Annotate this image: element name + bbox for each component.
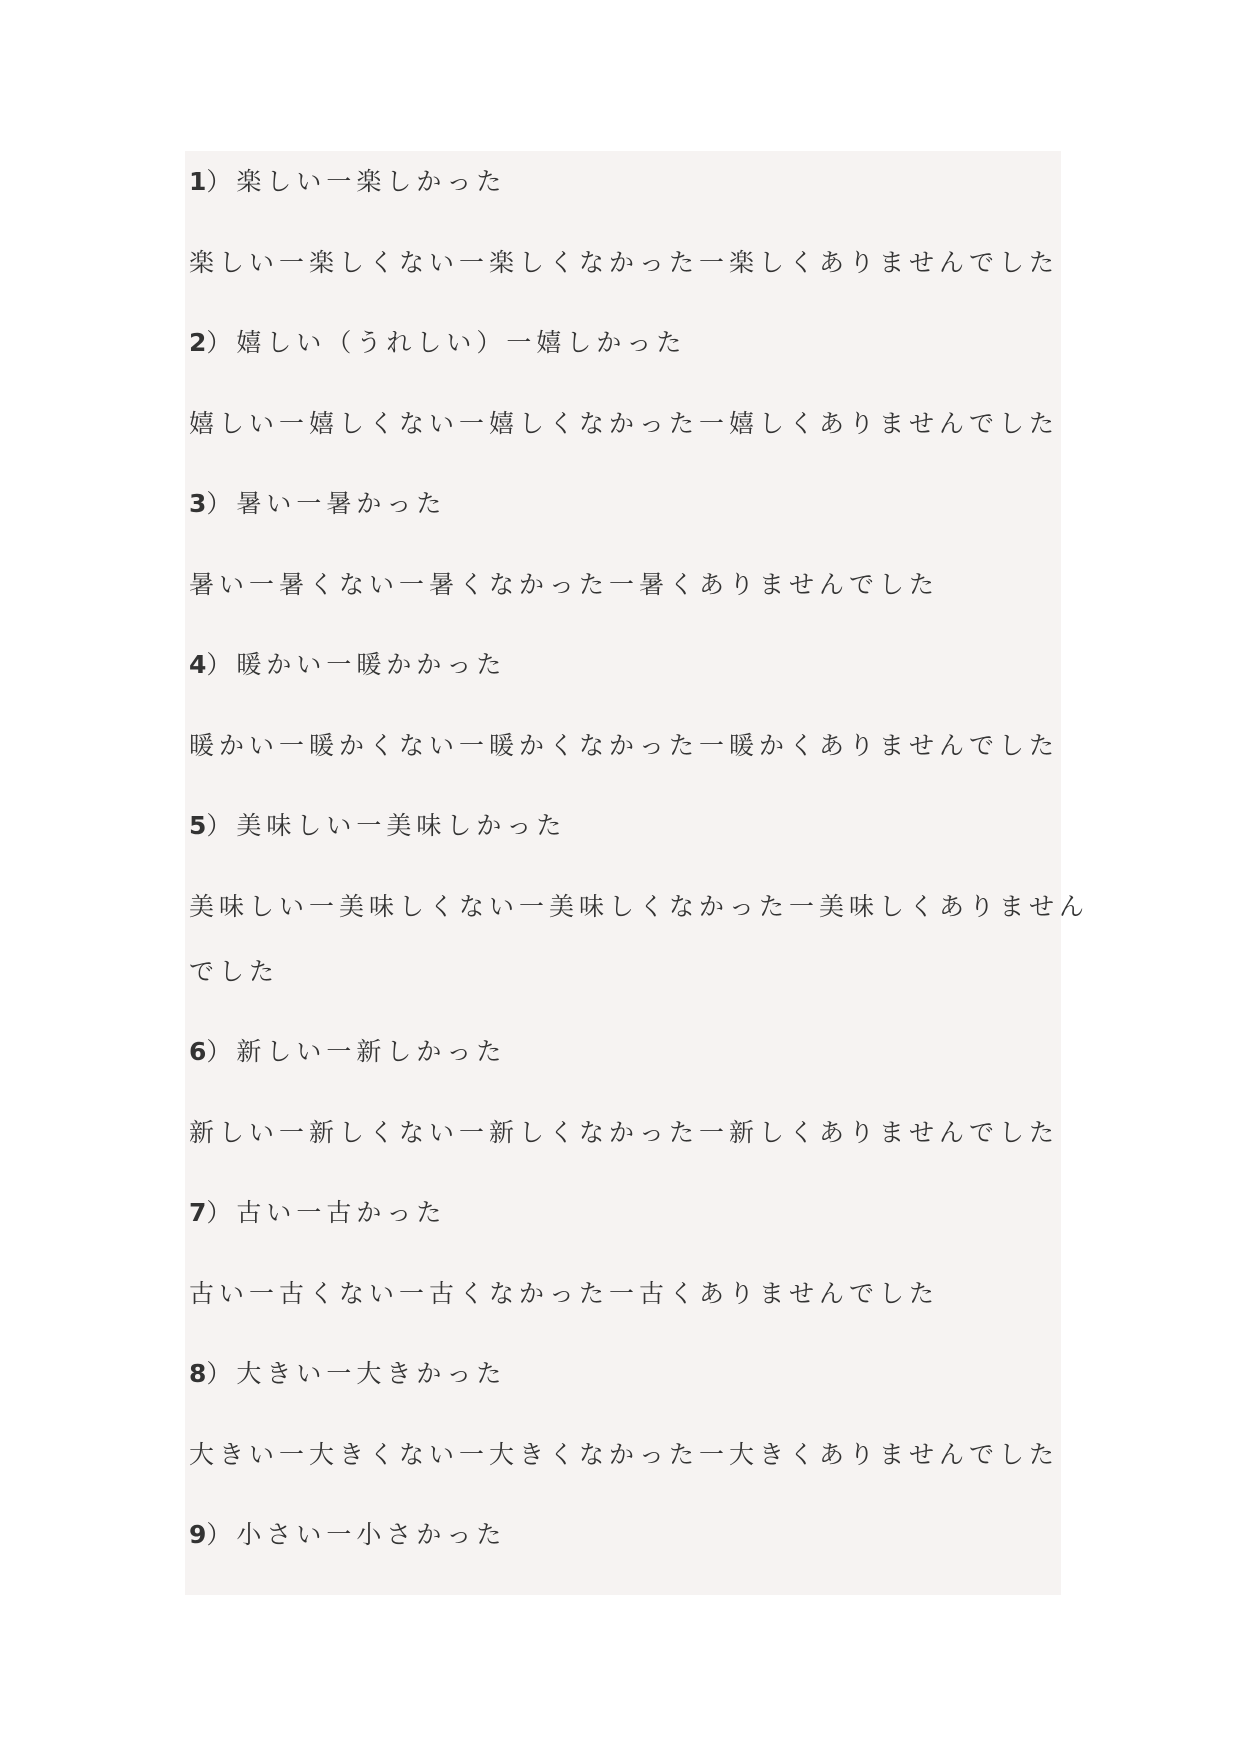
entry-number: 8: [189, 1359, 207, 1388]
entry-forms-2: 嬉しい一嬉しくない一嬉しくなかった一嬉しくありませんでした: [189, 409, 1060, 438]
entry-heading-text: 暑い一暑かった: [236, 489, 447, 518]
entry-forms-7: 古い一古くない一古くなかった一古くありませんでした: [189, 1279, 940, 1308]
entry-heading-text: 小さい一小さかった: [236, 1520, 507, 1549]
entry-number: 9: [189, 1520, 207, 1549]
entry-heading-9: [189, 1520, 506, 1550]
entry-number: 1: [189, 167, 207, 196]
entry-heading-text: 新しい一新しかった: [236, 1037, 507, 1066]
entry-heading-2: [189, 328, 686, 358]
entry-heading-5: [189, 811, 566, 841]
entry-heading-3: [189, 489, 446, 519]
entry-paren: ）: [206, 650, 237, 679]
entry-paren: ）: [206, 1359, 237, 1388]
entry-heading-text: 嬉しい（うれしい）一嬉しかった: [236, 328, 687, 357]
entry-paren: ）: [206, 811, 237, 840]
entry-heading-1: [189, 167, 506, 197]
entry-paren: ）: [206, 489, 237, 518]
entry-forms-1: 楽しい一楽しくない一楽しくなかった一楽しくありませんでした: [189, 248, 1060, 277]
entry-forms-6: 新しい一新しくない一新しくなかった一新しくありませんでした: [189, 1118, 1060, 1147]
entry-number: 4: [189, 650, 207, 679]
entry-number: 6: [189, 1037, 207, 1066]
entry-forms-8: 大きい一大きくない一大きくなかった一大きくありませんでした: [189, 1440, 1060, 1469]
entry-heading-text: 美味しい一美味しかった: [236, 811, 567, 840]
entry-number: 7: [189, 1198, 207, 1227]
entry-forms-5-cont: でした: [189, 957, 280, 986]
entry-heading-7: [189, 1198, 446, 1228]
entry-heading-6: [189, 1037, 506, 1067]
entry-number: 2: [189, 328, 207, 357]
entry-forms-3: 暑い一暑くない一暑くなかった一暑くありませんでした: [189, 570, 940, 599]
entry-paren: ）: [206, 1520, 237, 1549]
entry-paren: ）: [206, 1198, 237, 1227]
entry-heading-text: 暖かい一暖かかった: [236, 650, 507, 679]
entry-heading-4: [189, 650, 506, 680]
entry-paren: ）: [206, 1037, 237, 1066]
entry-number: 3: [189, 489, 207, 518]
entry-paren: ）: [206, 328, 237, 357]
entry-forms-5: 美味しい一美味しくない一美味しくなかった一美味しくありません: [189, 892, 1090, 921]
entry-heading-text: 大きい一大きかった: [236, 1359, 507, 1388]
entry-number: 5: [189, 811, 207, 840]
content-box: [185, 151, 1090, 1595]
entry-heading-text: 古い一古かった: [236, 1198, 447, 1227]
entry-heading-text: 楽しい一楽しかった: [236, 167, 507, 196]
entry-paren: ）: [206, 167, 237, 196]
entry-heading-8: [189, 1359, 506, 1389]
entry-forms-4: 暖かい一暖かくない一暖かくなかった一暖かくありませんでした: [189, 731, 1060, 760]
